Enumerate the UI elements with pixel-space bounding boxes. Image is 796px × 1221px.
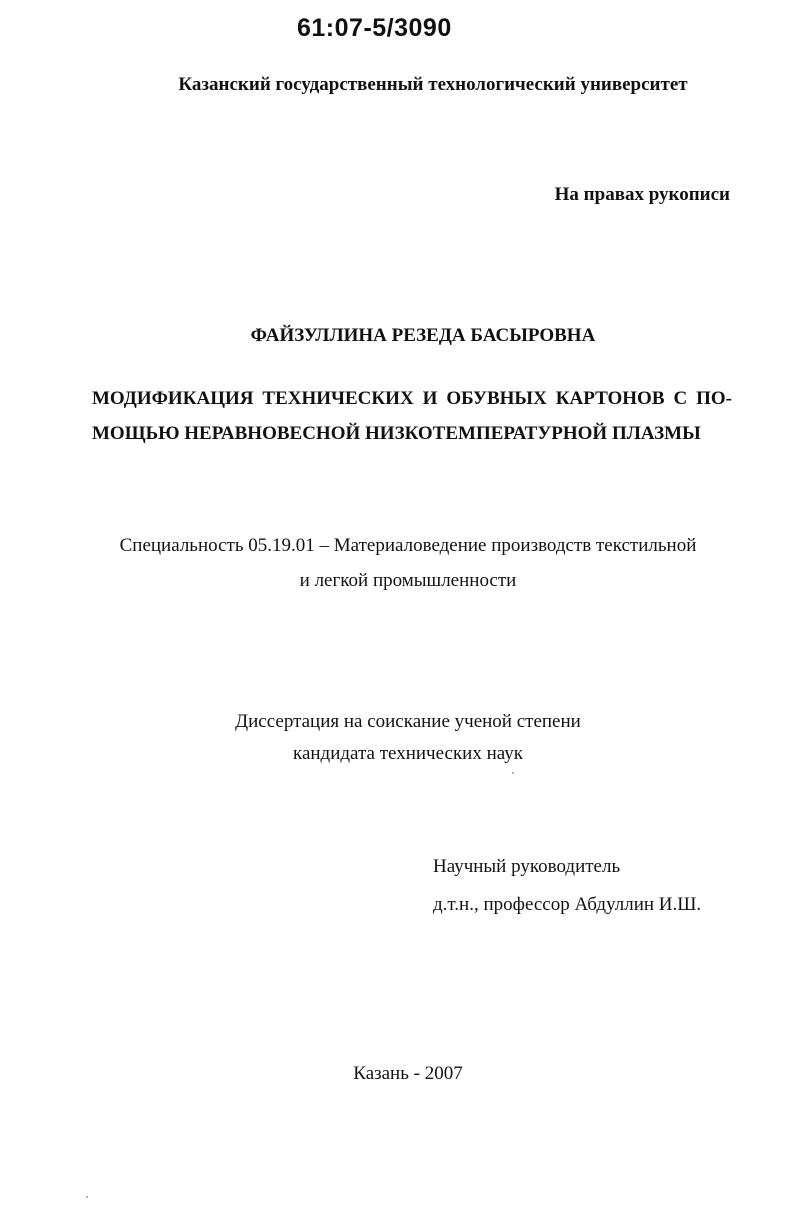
degree-line-1: Диссертация на соискание ученой степени: [235, 711, 581, 732]
author-name: ФАЙЗУЛЛИНА РЕЗЕДА БАСЫРОВНА: [250, 325, 596, 346]
place-and-year: Казань - 2007: [353, 1063, 463, 1084]
specialty: [0, 528, 796, 598]
shelfmark-number: 61:07-5/3090: [297, 14, 452, 42]
degree-statement: [0, 706, 796, 770]
dissertation-title: [92, 381, 732, 451]
advisor-label: Научный руководитель: [433, 856, 621, 877]
specialty-line-1: Специальность 05.19.01 – Материаловедение производств текстильной: [119, 535, 697, 556]
degree-line-2: кандидата технических наук: [293, 743, 523, 764]
specialty-line-2: и легкой промышленности: [299, 570, 517, 591]
university-name: Казанский государственный технологический университет: [178, 74, 688, 95]
advisor-name: д.т.н., профессор Абдуллин И.Ш.: [433, 894, 702, 915]
scan-speck: [86, 1196, 88, 1198]
manuscript-rights-note: На правах рукописи: [554, 184, 730, 205]
scan-speck: [512, 772, 514, 774]
title-line-2: МОЩЬЮ НЕРАВНОВЕСНОЙ НИЗКОТЕМПЕРАТУРНОЙ ПЛАЗМЫ: [92, 423, 701, 444]
scientific-advisor: [433, 848, 701, 924]
title-line-1: МОДИФИКАЦИЯ ТЕХНИЧЕСКИХ И ОБУВНЫХ КАРТОНОВ С ПО-: [92, 388, 732, 409]
